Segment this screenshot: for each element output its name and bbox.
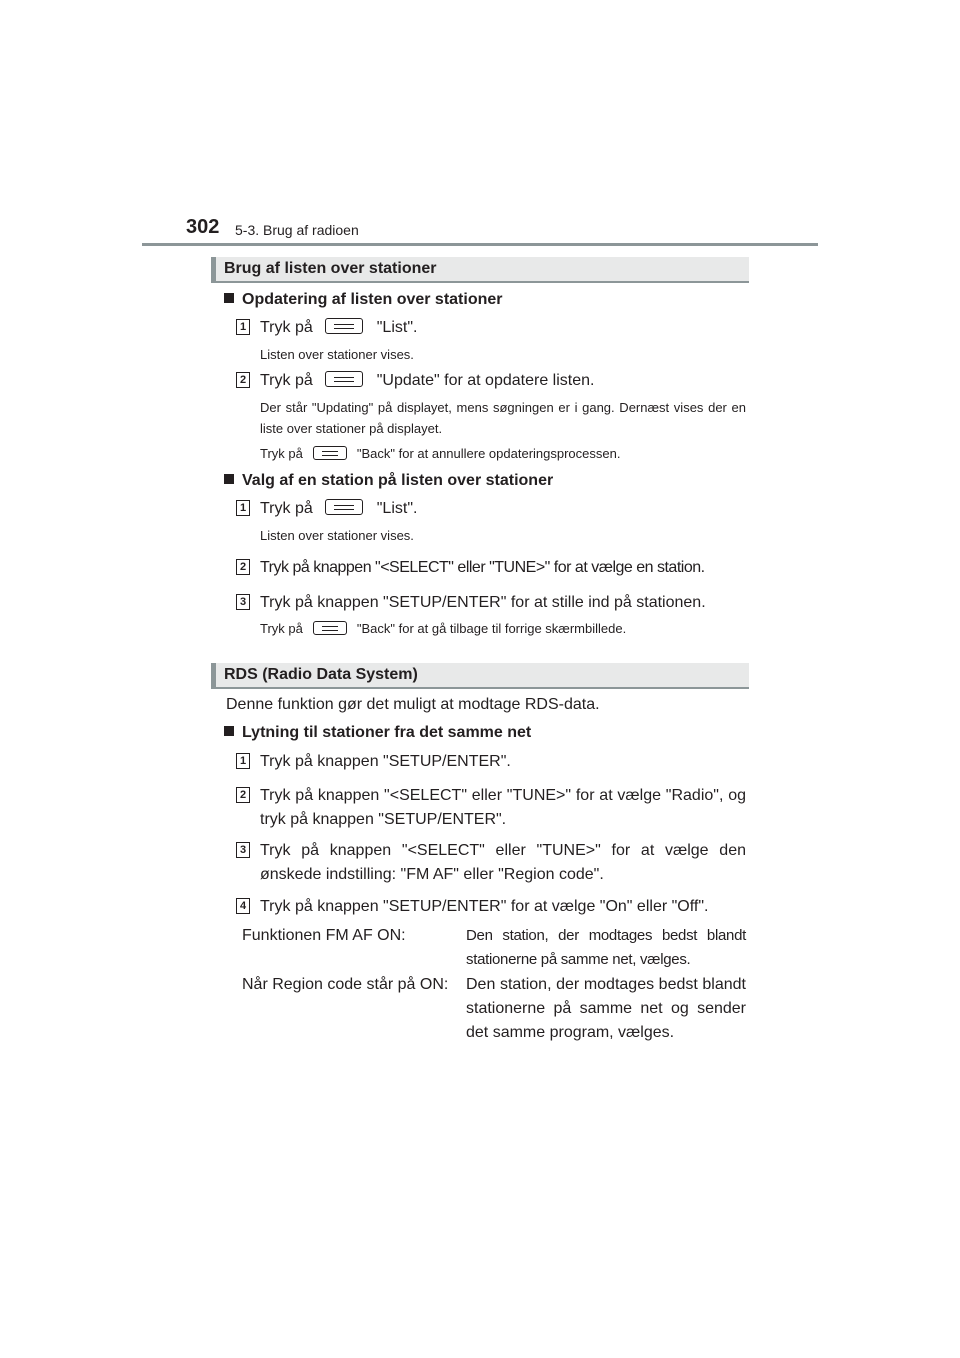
step-text: Tryk på knappen "SETUP/ENTER" for at stille ind på stationen. (260, 594, 706, 611)
page-number: 302 (186, 216, 220, 238)
header-rule (142, 243, 818, 246)
step-text: Tryk på "List". (260, 500, 418, 517)
step-note: Der står "Updating" på displayet, mens søgningen er i gang. Dernæst vises der en liste over stationer på displayet. (260, 400, 746, 436)
step-number: 2 (236, 787, 250, 803)
section-header-rds: RDS (Radio Data System) (211, 663, 749, 689)
step-text: Tryk på knappen "<SELECT" eller "TUNE>" for at vælge den ønskede indstilling: "FM AF" eller "Region code". (260, 842, 746, 883)
subheading-select-station: Valg af en station på listen over stationer (224, 472, 553, 490)
step-note: Listen over stationer vises. (260, 528, 414, 543)
step-number: 1 (236, 500, 250, 516)
button-icon (313, 621, 347, 635)
step-text: Tryk på knappen "<SELECT" eller "TUNE>" for at vælge en station. (260, 559, 705, 576)
definition-term: Når Region code står på ON: (242, 976, 449, 993)
step-number: 4 (236, 898, 250, 914)
definition-desc: Den station, der modtages bedst blandt stationerne på samme net og sender det samme program, vælges. (466, 976, 746, 1041)
step-number: 1 (236, 319, 250, 335)
square-bullet-icon (224, 474, 234, 484)
step-number: 3 (236, 594, 250, 610)
step-text: Tryk på knappen "SETUP/ENTER" for at vælge "On" eller "Off". (260, 898, 709, 915)
rds-intro: Denne funktion gør det muligt at modtage RDS-data. (226, 696, 600, 713)
square-bullet-icon (224, 293, 234, 303)
step-number: 2 (236, 372, 250, 388)
step-number: 1 (236, 753, 250, 769)
cancel-note: Tryk på "Back" for at annullere opdateringsprocessen. (260, 446, 621, 461)
button-icon (325, 499, 363, 515)
step-text: Tryk på knappen "<SELECT" eller "TUNE>" for at vælge "Radio", og tryk på knappen "SETUP/ENTER". (260, 787, 746, 828)
back-note: Tryk på "Back" for at gå tilbage til forrige skærmbillede. (260, 621, 627, 636)
step-number: 2 (236, 559, 250, 575)
button-icon (325, 371, 363, 387)
definition-term: Funktionen FM AF ON: (242, 927, 406, 944)
square-bullet-icon (224, 726, 234, 736)
subheading-same-network: Lytning til stationer fra det samme net (224, 724, 531, 742)
step-text: Tryk på knappen "SETUP/ENTER". (260, 753, 511, 770)
chapter-title: 5-3. Brug af radioen (235, 222, 359, 238)
step-text: Tryk på "List". (260, 319, 418, 336)
step-note: Listen over stationer vises. (260, 347, 414, 362)
button-icon (325, 318, 363, 334)
definition-desc: Den station, der modtages bedst blandt stationerne på samme net, vælges. (466, 927, 746, 968)
step-text: Tryk på "Update" for at opdatere listen. (260, 372, 595, 389)
step-number: 3 (236, 842, 250, 858)
button-icon (313, 446, 347, 460)
section-header-station-list: Brug af listen over stationer (211, 257, 749, 283)
subheading-update-list: Opdatering af listen over stationer (224, 291, 503, 309)
